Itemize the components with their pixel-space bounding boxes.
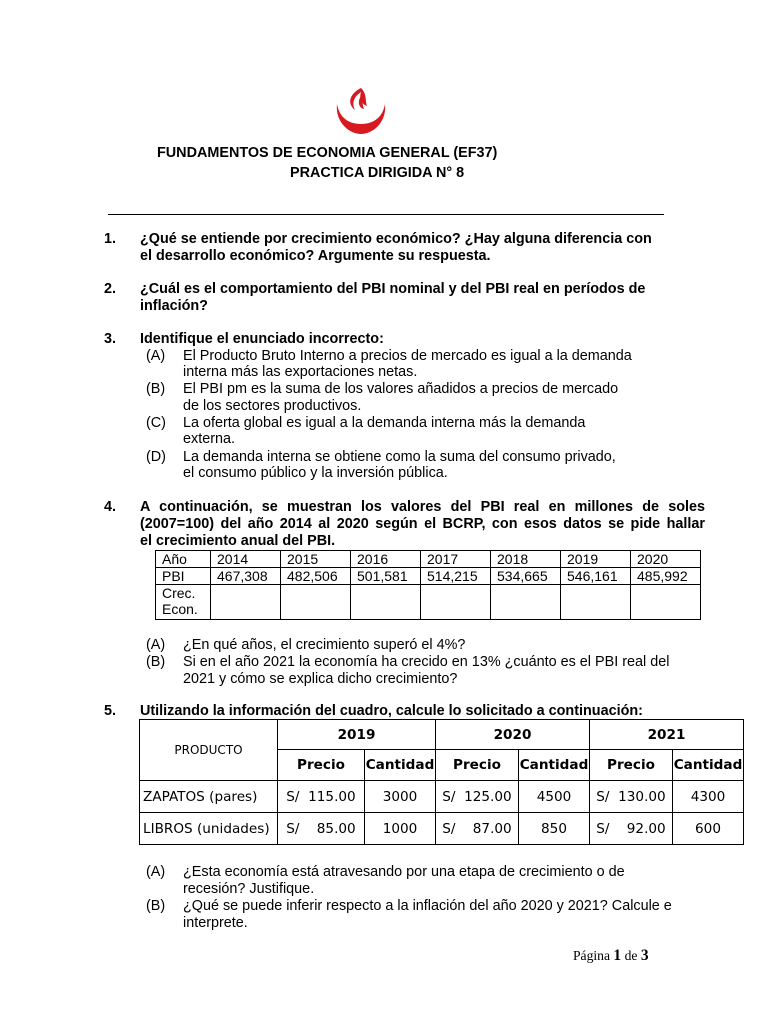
table-cell: 467,308 (211, 568, 281, 585)
table-header: Cantidad (365, 750, 436, 781)
table-cell: 3000 (365, 781, 436, 813)
table-cell (211, 585, 281, 620)
of-word: de (624, 948, 638, 963)
table-cell: 2016 (351, 551, 421, 568)
q4-line3: el crecimiento anual del PBI. (140, 533, 336, 549)
q5-option-line2: interprete. (183, 915, 248, 931)
table-header: Cantidad (519, 750, 590, 781)
table-row (140, 720, 744, 750)
q4-option-line1: ¿En qué años, el crecimiento superó el 4%? (183, 637, 466, 653)
table-cell: 482,506 (281, 568, 351, 585)
table-cell: 514,215 (421, 568, 491, 585)
q3-option-line2: interna más las exportaciones netas. (183, 364, 418, 380)
table-header: Precio (590, 750, 673, 781)
q3-number: 3. (104, 331, 117, 347)
q3-option-label: (D) (146, 449, 166, 465)
table-cell: 2015 (281, 551, 351, 568)
q3-option-line2: el consumo público y la inversión pública. (183, 465, 448, 481)
table-cell (351, 585, 421, 620)
table-cell: S/ 85.00 (278, 813, 365, 845)
page-total: 3 (640, 947, 649, 964)
page-word: Página (573, 948, 610, 963)
q3-option-line1: El Producto Bruto Interno a precios de mercado es igual a la demanda (183, 348, 632, 364)
table-cell: 4500 (519, 781, 590, 813)
q3-option-label: (B) (146, 381, 166, 397)
q5-number: 5. (104, 703, 117, 719)
q5-stem: Utilizando la información del cuadro, calcule lo solicitado a continuación: (140, 703, 643, 719)
q4-number: 4. (104, 499, 117, 515)
table-header: 2021 (590, 720, 744, 750)
page-current: 1 (613, 947, 622, 964)
table-cell: 534,665 (491, 568, 561, 585)
table-cell: 2019 (561, 551, 631, 568)
q2-line2: inflación? (140, 298, 208, 314)
table-cell: 850 (519, 813, 590, 845)
q3-option-line1: La demanda interna se obtiene como la suma del consumo privado, (183, 449, 616, 465)
table-row (140, 781, 744, 813)
table-cell (631, 585, 701, 620)
q4-option-label: (A) (146, 637, 166, 653)
crec-label-1: Crec. (162, 585, 196, 601)
table-header: PRODUCTO (140, 720, 278, 781)
table-cell: 501,581 (351, 568, 421, 585)
table-cell: LIBROS (unidades) (140, 813, 278, 845)
product-table (139, 719, 744, 845)
table-cell: 4300 (673, 781, 744, 813)
q5-option-line2: recesión? Justifique. (183, 881, 315, 897)
table-cell: S/ 115.00 (278, 781, 365, 813)
q5-option-label: (B) (146, 898, 166, 914)
table-header: 2019 (278, 720, 436, 750)
q4-option-line2: 2021 y cómo se explica dicho crecimiento? (183, 671, 458, 687)
table-cell: 600 (673, 813, 744, 845)
table-cell: 2020 (631, 551, 701, 568)
q5-option-line1: ¿Esta economía está atravesando por una etapa de crecimiento o de (183, 864, 625, 880)
table-row (140, 813, 744, 845)
table-cell: Año (156, 551, 211, 568)
q4-option-label: (B) (146, 654, 166, 670)
q3-option-line2: externa. (183, 431, 235, 447)
q3-option-label: (C) (146, 415, 166, 431)
q3-option-line1: El PBI pm es la suma de los valores añadidos a precios de mercado (183, 381, 619, 397)
q5-option-label: (A) (146, 864, 166, 880)
table-cell: 2017 (421, 551, 491, 568)
page-number (573, 947, 649, 965)
table-cell (421, 585, 491, 620)
table-header: Precio (436, 750, 519, 781)
q1-line2: el desarrollo económico? Argumente su respuesta. (140, 248, 491, 264)
table-cell: S/ 130.00 (590, 781, 673, 813)
table-header: 2020 (436, 720, 590, 750)
table-cell: S/ 92.00 (590, 813, 673, 845)
table-cell (561, 585, 631, 620)
q3-option-label: (A) (146, 348, 166, 364)
table-cell: ZAPATOS (pares) (140, 781, 278, 813)
pbi-table (155, 550, 701, 620)
q3-option-line2: de los sectores productivos. (183, 398, 362, 414)
table-row (156, 568, 701, 585)
q4-line2: (2007=100) del año 2014 al 2020 según el BCRP, con esos datos se pide hallar (140, 516, 705, 532)
table-cell (491, 585, 561, 620)
table-cell: S/ 125.00 (436, 781, 519, 813)
table-cell: S/ 87.00 (436, 813, 519, 845)
table-cell: 1000 (365, 813, 436, 845)
table-cell: 2014 (211, 551, 281, 568)
q4-option-line1: Si en el año 2021 la economía ha crecido en 13% ¿cuánto es el PBI real del (183, 654, 670, 670)
table-header: Precio (278, 750, 365, 781)
table-cell (281, 585, 351, 620)
q1-number: 1. (104, 231, 117, 247)
table-cell (156, 585, 211, 620)
table-cell: PBI (156, 568, 211, 585)
q3-option-line1: La oferta global es igual a la demanda interna más la demanda (183, 415, 586, 431)
q2-line1: ¿Cuál es el comportamiento del PBI nominal y del PBI real en períodos de (140, 281, 646, 297)
table-cell: 485,992 (631, 568, 701, 585)
university-logo (331, 82, 391, 137)
q5-option-line1: ¿Qué se puede inferir respecto a la inflación del año 2020 y 2021? Calcule e (183, 898, 672, 914)
q2-number: 2. (104, 281, 117, 297)
table-cell: 2018 (491, 551, 561, 568)
table-row (156, 585, 701, 620)
q3-stem: Identifique el enunciado incorrecto: (140, 331, 384, 347)
q4-line1: A continuación, se muestran los valores del PBI real en millones de soles (140, 499, 705, 515)
q1-line1: ¿Qué se entiende por crecimiento económico? ¿Hay alguna diferencia con (140, 231, 652, 247)
table-header: Cantidad (673, 750, 744, 781)
header-divider (108, 214, 664, 215)
course-title: FUNDAMENTOS DE ECONOMIA GENERAL (EF37) (157, 145, 498, 161)
table-row (156, 551, 701, 568)
practice-subtitle: PRACTICA DIRIGIDA N° 8 (290, 165, 465, 181)
crec-label-2: Econ. (162, 601, 198, 617)
table-cell: 546,161 (561, 568, 631, 585)
